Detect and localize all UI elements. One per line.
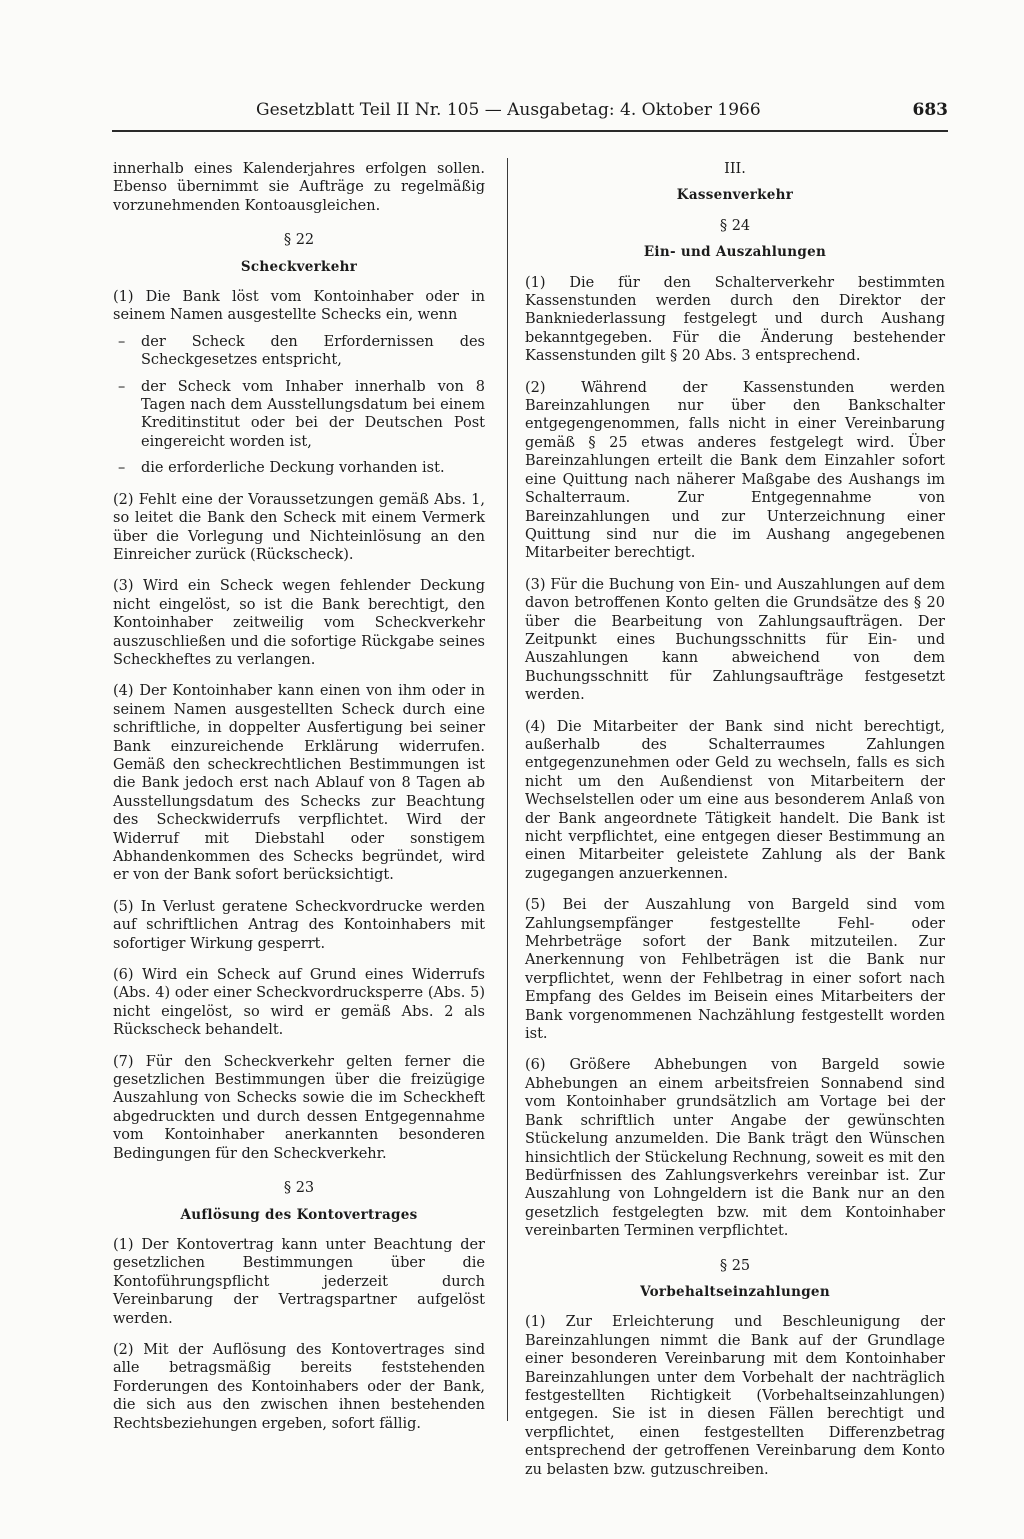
column-divider: [507, 158, 508, 1421]
s22-paragraph-3: (3) Wird ein Scheck wegen fehlender Deckung nicht eingelöst, so ist die Bank berechtigt, den Kontoinhaber zeitweilig vom Scheckverkehr auszuschließen und die sofortige Rückgabe seines Scheckheftes zu verlangen.: [113, 578, 485, 668]
s22-paragraph-6: (6) Wird ein Scheck auf Grund eines Widerrufs (Abs. 4) oder einer Scheckvordrucksperre (Abs. 5) nicht eingelöst, so wird er gemäß Abs. 2 als Rückscheck behandelt.: [113, 967, 485, 1039]
right-column: [525, 160, 945, 1492]
list-item: – der Scheck vom Inhaber innerhalb von 8 Tagen nach dem Ausstellungsdatum bei einem Kreditinstitut oder bei der Deutschen Post eingereicht worden ist,: [113, 378, 485, 452]
s24-paragraph-3: (3) Für die Buchung von Ein- und Auszahlungen auf dem davon betroffenen Konto gelten die Grundsätze des § 20 über die Bearbeitung von Zahlungsaufträgen. Der Zeitpunkt eines Buchungsschnitts für Ein- und Auszahlungen kann abweichend von dem Buchungsschnitt für Zahlungsaufträge festgesetzt werden.: [525, 576, 945, 704]
s22-paragraph-5: (5) In Verlust geratene Scheckvordrucke werden auf schriftlichen Antrag des Kontoinhabers mit sofortiger Wirkung gesperrt.: [113, 898, 485, 952]
s23-paragraph-1: (1) Der Kontovertrag kann unter Beachtung der gesetzlichen Bestimmungen über die Kontoführungspflicht jederzeit durch Vereinbarung der Vertragspartner aufgelöst werden.: [113, 1236, 485, 1327]
s22-paragraph-4: (4) Der Kontoinhaber kann einen von ihm oder in seinem Namen ausgestellten Scheck durch eine schriftliche, in doppelter Ausfertigung bei seiner Bank einzureichende Erklärung widerrufen. Gemäß den scheckrechtlichen Bestimmungen ist die Bank jedoch erst nach Ablauf von 8 Tagen ab Ausstellungsdatum des Schecks zur Beachtung des Scheckwiderrufs verpflichtet. Wird der Widerruf mit Diebstahl oder sonstigem Abhandenkommen des Schecks begründet, wird er von der Bank sofort berücksichtigt.: [113, 683, 485, 884]
part-title: Kassenverkehr: [676, 187, 794, 204]
list-item: – die erforderliche Deckung vorhanden ist.: [113, 459, 485, 477]
part-number: III.: [724, 161, 746, 177]
section-24-number: § 24: [719, 217, 751, 234]
s24-paragraph-6: (6) Größere Abhebungen von Bargeld sowie Abhebungen an einem arbeitsfreien Sonnabend sind vom Kontoinhaber grundsätzlich am Vortage bei der Bank schriftlich unter Angabe der gewünschten Stückelung anzumelden. Die Bank trägt den Wünschen hinsichtlich der Stückelung Rechnung, soweit es mit den Bedürfnissen des Zahlungsverkehrs vereinbar ist. Zur Auszahlung von Lohngeldern ist die Bank nur an den gesetzlich festgelegten bzw. mit dem Kontoinhaber vereinbarten Terminen verpflichtet.: [525, 1057, 945, 1240]
section-24-title: Ein- und Auszahlungen: [643, 244, 827, 261]
page-header: [256, 100, 948, 120]
s25-paragraph-1: (1) Zur Erleichterung und Beschleunigung der Bareinzahlungen nimmt die Bank auf der Grundlage einer besonderen Vereinbarung mit dem Kontoinhaber Bareinzahlungen unter dem Vorbehalt der nachträglich festgestellten Richtigkeit (Vorbehaltseinzahlungen) entgegen. Sie ist in diesen Fällen berechtigt und verpflichtet, einen festgestellten Differenzbetrag entsprechend der getroffenen Vereinbarung dem Konto zu belasten bzw. gutzuschreiben.: [525, 1314, 945, 1478]
s24-paragraph-2: (2) Während der Kassenstunden werden Bareinzahlungen nur über den Bankschalter entgegengenommen, falls nicht in einer Vereinbarung gemäß § 25 etwas anderes festgelegt wird. Über Bareinzahlungen erteilt die Bank dem Einzahler sofort eine Quittung nach näherer Maßgabe des Aushangs im Schalterraum. Zur Entgegennahme von Bareinzahlungen und zur Unterzeichnung einer Quittung sind nur die im Aushang angegebenen Mitarbeiter berechtigt.: [525, 379, 945, 562]
section-25-title: Vorbehaltseinzahlungen: [640, 1283, 830, 1300]
s22-paragraph-7: (7) Für den Scheckverkehr gelten ferner die gesetzlichen Bestimmungen über die freizügige Auszahlung von Schecks sowie die im Scheckheft abgedruckten und durch dessen Entgegennahme vom Kontoinhaber anerkannten besonderen Bedingungen für den Scheckverkehr.: [113, 1053, 485, 1162]
s23-paragraph-2: (2) Mit der Auflösung des Kontovertrages sind alle betragsmäßig bereits feststehenden Forderungen des Kontoinhabers oder der Bank, die sich aus den zwischen ihnen bestehenden Rechtsbeziehungen ergeben, sofort fällig.: [113, 1341, 485, 1432]
section-23-title: Auflösung des Kontovertrages: [180, 1206, 418, 1223]
list-item: – der Scheck den Erfordernissen des Scheckgesetzes entspricht,: [113, 333, 485, 370]
page-number: 683: [912, 100, 948, 120]
header-rule: [112, 130, 948, 132]
section-25-number: § 25: [719, 1257, 751, 1274]
s22-conditions-list: [113, 333, 485, 478]
s24-paragraph-1: (1) Die für den Schalterverkehr bestimmten Kassenstunden werden durch den Direktor der Bankniederlassung festgelegt und durch Aushang bekanntgegeben. Für die Änderung bestehender Kassenstunden gilt § 20 Abs. 3 entsprechend.: [525, 274, 945, 365]
s22-paragraph-2: (2) Fehlt eine der Voraussetzungen gemäß Abs. 1, so leitet die Bank den Scheck mit einem Vermerk über die Vorlegung und Nichteinlösung an den Einreicher zurück (Rückscheck).: [113, 491, 485, 563]
section-22-number: § 22: [283, 232, 315, 249]
s22-paragraph-1: (1) Die Bank löst vom Kontoinhaber oder in seinem Namen ausgestellte Schecks ein, wenn: [113, 289, 485, 324]
header-title: Gesetzblatt Teil II Nr. 105 — Ausgabetag: 4. Oktober 1966: [256, 100, 761, 120]
section-23-number: § 23: [283, 1180, 315, 1197]
left-column: [113, 160, 485, 1446]
s24-paragraph-4: (4) Die Mitarbeiter der Bank sind nicht berechtigt, außerhalb des Schalterraumes Zahlungen entgegenzunehmen oder Geld zu wechseln, falls es sich nicht um den Außendienst von Mitarbeitern der Wechselstellen oder um eine aus besonderem Anlaß von der Bank angeordnete Tätigkeit handelt. Die Bank ist nicht verpflichtet, eine entgegen dieser Bestimmung an einen Mitarbeiter geleistete Zahlung als der Bank zugegangen anzuerkennen.: [525, 718, 945, 882]
s24-paragraph-5: (5) Bei der Auszahlung von Bargeld sind vom Zahlungsempfänger festgestellte Fehl- oder Mehrbeträge sofort der Bank mitzuteilen. Zur Anerkennung von Fehlbeträgen ist die Bank nur verpflichtet, wenn der Fehlbetrag in einer sofort nach Empfang des Geldes im Beisein eines Mitarbeiters der Bank vorgenommenen Nachzählung festgestellt worden ist.: [525, 897, 945, 1043]
intro-paragraph: innerhalb eines Kalenderjahres erfolgen sollen. Ebenso übernimmt sie Aufträge zu regelmäßig vorzunehmenden Kontoausgleichen.: [113, 161, 485, 214]
section-22-title: Scheckverkehr: [240, 258, 358, 275]
